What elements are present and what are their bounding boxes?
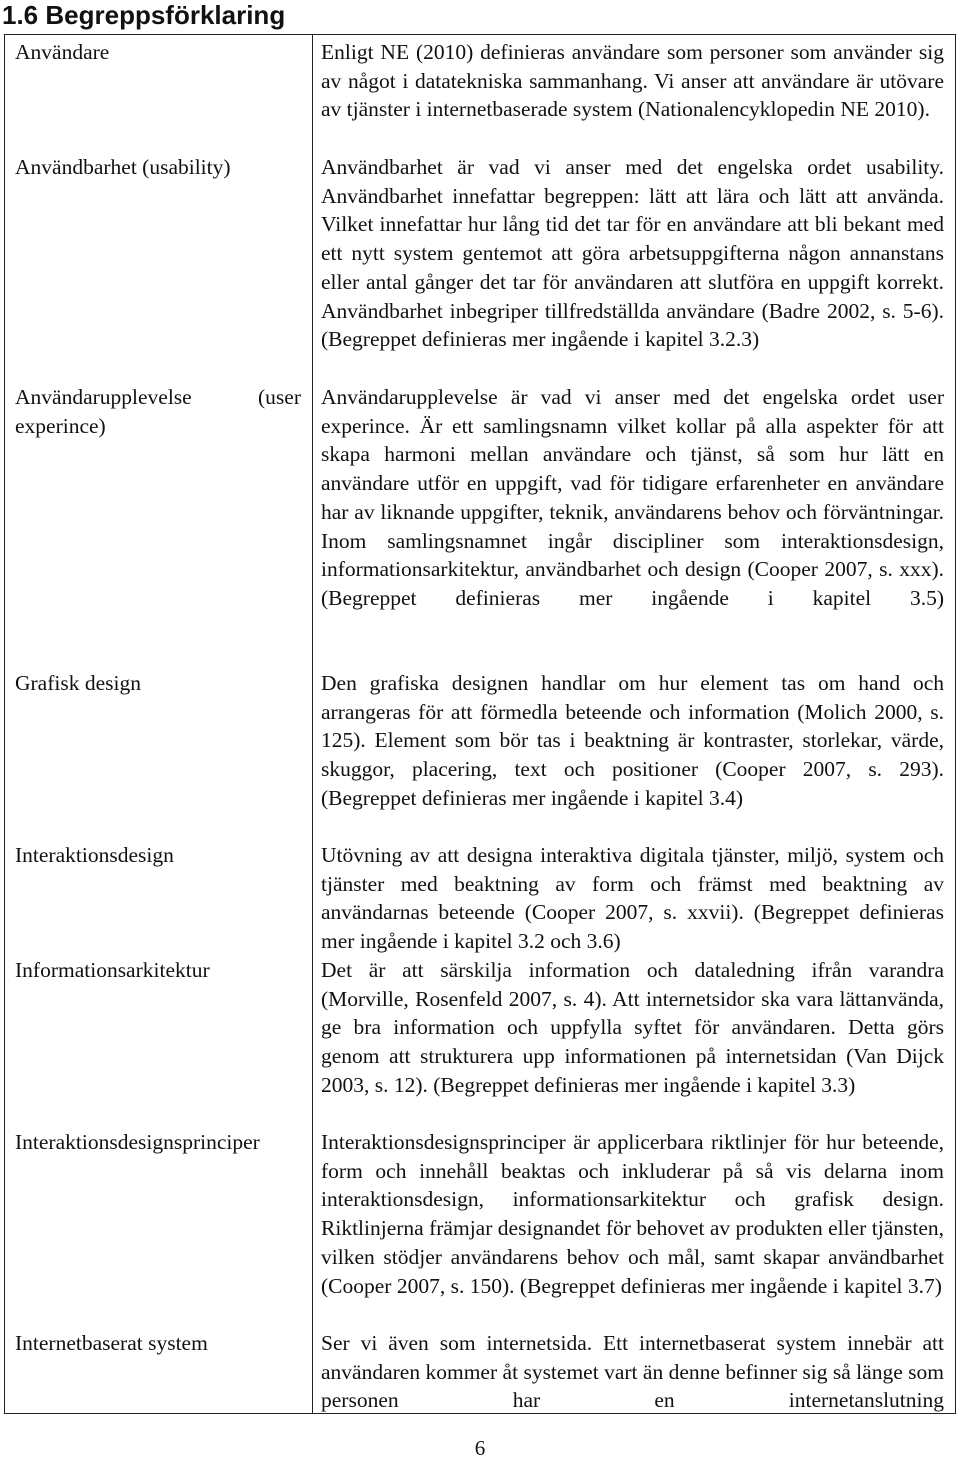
definition-anvandbarhet: Användbarhet är vad vi anser med det engelska ordet usability. Användbarhet innefattar begreppen: lätt att lära och lätt att använda. Vilket innefattar hur lång tid det tar för en användare att bli bekant med ett nytt system gentemot att göra arbetsuppgifterna någon annanstans eller antal gånger det tar för användaren att slutföra en uppgift korrekt. Användbarhet inbegriper tillfredställda användare (Badre 2002, s. 5-6). (Begreppet definieras mer ingående i kapitel 3.2.3) (321, 155, 944, 352)
page-number: 6 (474, 1436, 486, 1460)
definition-grafisk-design: Den grafiska designen handlar om hur element tas om hand och arrangeras för att förmedla beteende och information (Molich 2000, s. 125). Element som bör tas i beaktning är kontraster, storlekar, värde, skuggor, placering, text och positioner (Cooper 2007, s. 293). (Begreppet definieras mer ingående i kapitel 3.4) (321, 671, 944, 810)
term-interaktionsdesignsprinciper: Interaktionsdesignsprinciper (15, 1130, 260, 1154)
term-internetbaserat-system: Internetbaserat system (15, 1331, 208, 1355)
term-anvandarupplevelse: Användarupplevelse (user experince) (15, 385, 301, 438)
definition-anvandare: Enligt NE (2010) definieras användare som personer som använder sig av något i datatekniska sammanhang. Vi anser att användare är utövare av tjänster i internetbaserade system (Nationalencyklopedin NE 2010). (321, 40, 944, 122)
definition-interaktionsdesignsprinciper: Interaktionsdesignsprinciper är applicerbara riktlinjer för hur beteende, form och innehåll beaktas och inkluderar på så vis delarna inom interaktionsdesign, informationsarkitektur och grafisk design. Riktlinjerna främjar designandet för behovet av produkten eller tjänsten, vilken stödjer användarens behov och mål, samt skapar användbarhet (Cooper 2007, s. 150). (Begreppet definieras mer ingående i kapitel 3.7) (321, 1130, 944, 1298)
column-divider (312, 35, 313, 1413)
definition-interaktionsdesign: Utövning av att designa interaktiva digitala tjänster, miljö, system och tjänster med beaktning av form och främst med beaktning av användarnas beteende (Cooper 2007, s. xxvii). (Begreppet definieras mer ingående i kapitel 3.2 och 3.6) (321, 843, 944, 954)
term-anvandare: Användare (15, 40, 110, 64)
term-grafisk-design: Grafisk design (15, 671, 141, 695)
term-interaktionsdesign: Interaktionsdesign (15, 843, 174, 867)
term-informationsarkitektur: Informationsarkitektur (15, 958, 210, 982)
definition-internetbaserat-system: Ser vi även som internetsida. Ett internetbaserat system innebär att användaren kommer åt systemet vart än denne befinner sig så länge som personen har en internetanslutning (321, 1331, 944, 1413)
term-anvandbarhet: Användbarhet (usability) (15, 155, 231, 179)
definitions-table (4, 34, 956, 1414)
section-heading: 1.6 Begreppsförklaring (2, 0, 286, 30)
definition-anvandarupplevelse: Användarupplevelse är vad vi anser med det engelska ordet user experince. Är ett samlingsnamn vilket kollar på alla aspekter för att skapa harmoni mellan användare och tjänst, så som hur lätt en användare utför en uppgift, vad för tidigare erfarenheter en användare har av liknande uppgifter, teknik, användarens behov och förväntningar. Inom samlingsnamnet ingår discipliner som interaktionsdesign, informationsarkitektur, användbarhet och design (Cooper 2007, s. xxx). (Begreppet definieras mer ingående i kapitel 3.5) (321, 385, 944, 610)
definition-informationsarkitektur: Det är att särskilja information och dataledning ifrån varandra (Morville, Rosenfeld 2007, s. 4). Att internetsidor ska vara lättanvända, ge bra information och uppfylla syftet för användaren. Detta görs genom att strukturera upp informationen på internetsidan (Van Dijck 2003, s. 12). (Begreppet definieras mer ingående i kapitel 3.3) (321, 958, 944, 1097)
